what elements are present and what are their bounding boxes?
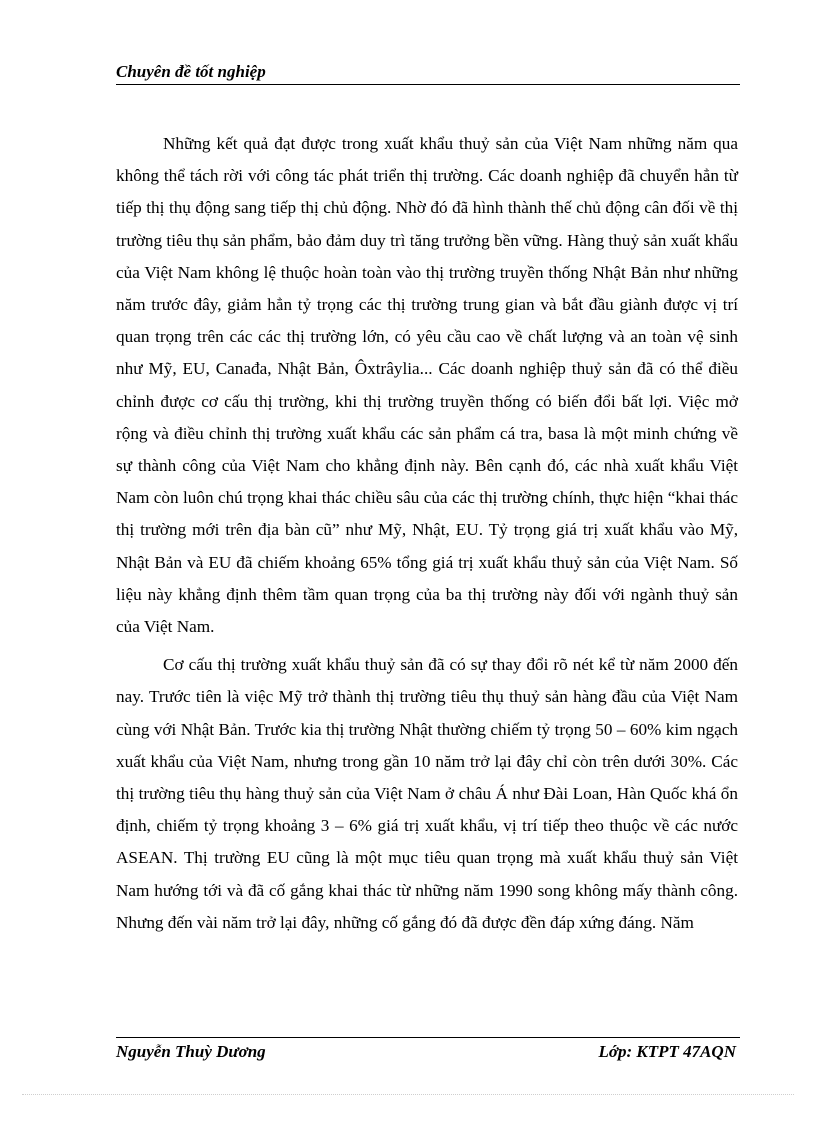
footer-divider xyxy=(116,1037,740,1038)
footer-author: Nguyễn Thuỳ Dương xyxy=(116,1042,266,1061)
page-footer xyxy=(116,1042,740,1068)
header-title: Chuyên đề tốt nghiệp xyxy=(116,62,266,81)
paragraph: Cơ cấu thị trường xuất khẩu thuỷ sản đã có sự thay đổi rõ nét kể từ năm 2000 đến nay. Trước tiên là việc Mỹ trở thành thị trường tiêu thụ thuỷ sản hàng đầu của Việt Nam cùng với Nhật Bản. Trước kia thị trường Nhật thường chiếm tỷ trọng 50 – 60% kim ngạch xuất khẩu của Việt Nam, nhưng trong gần 10 năm trở lại đây chỉ còn trên dưới 30%. Các thị trường tiêu thụ hàng thuỷ sản của Việt Nam ở châu Á như Đài Loan, Hàn Quốc khá ổn định, chiếm tỷ trọng khoảng 3 – 6% giá trị xuất khẩu, vị trí tiếp theo thuộc về các nước ASEAN. Thị trường EU cũng là một mục tiêu quan trọng mà xuất khẩu thuỷ sản Việt Nam hướng tới và đã cố gắng khai thác từ những năm 1990 song không mấy thành công. Nhưng đến vài năm trở lại đây, những cố gắng đó đã được đền đáp xứng đáng. Năm xyxy=(116,655,738,932)
footer-class: Lớp: KTPT 47AQN xyxy=(598,1042,736,1061)
page-header xyxy=(116,58,740,86)
paragraph: Những kết quả đạt được trong xuất khẩu thuỷ sản của Việt Nam những năm qua không thể tách rời với công tác phát triển thị trường. Các doanh nghiệp đã chuyển hẳn từ tiếp thị thụ động sang tiếp thị chủ động. Nhờ đó đã hình thành thế chủ động cân đối về thị trường tiêu thụ sản phẩm, bảo đảm duy trì tăng trưởng bền vững. Hàng thuỷ sản xuất khẩu của Việt Nam không lệ thuộc hoàn toàn vào thị trường truyền thống Nhật Bản như những năm trước đây, giảm hẳn tỷ trọng các thị trường trung gian và bắt đầu giành được vị trí quan trọng trên các các thị trường lớn, có yêu cầu cao về chất lượng và an toàn vệ sinh như Mỹ, EU, Canađa, Nhật Bản, Ôxtrâylia... Các doanh nghiệp thuỷ sản đã có thể điều chỉnh được cơ cấu thị trường, khi thị trường truyền thống có biến đổi bất lợi. Việc mở rộng và điều chỉnh thị trường xuất khẩu các sản phẩm cá tra, basa là một minh chứng về sự thành công của Việt Nam cho khẳng định này. Bên cạnh đó, các nhà xuất khẩu Việt Nam còn luôn chú trọng khai thác chiều sâu của các thị trường chính, thực hiện “khai thác thị trường mới trên địa bàn cũ” như Mỹ, Nhật, EU. Tỷ trọng giá trị xuất khẩu vào Mỹ, Nhật Bản và EU đã chiếm khoảng 65% tổng giá trị xuất khẩu thuỷ sản của Việt Nam. Số liệu này khẳng định thêm tầm quan trọng của ba thị trường này đối với ngành thuỷ sản của Việt Nam. xyxy=(116,134,738,637)
header-divider xyxy=(116,84,740,85)
page-boundary xyxy=(22,1094,794,1095)
body-text xyxy=(116,128,738,945)
